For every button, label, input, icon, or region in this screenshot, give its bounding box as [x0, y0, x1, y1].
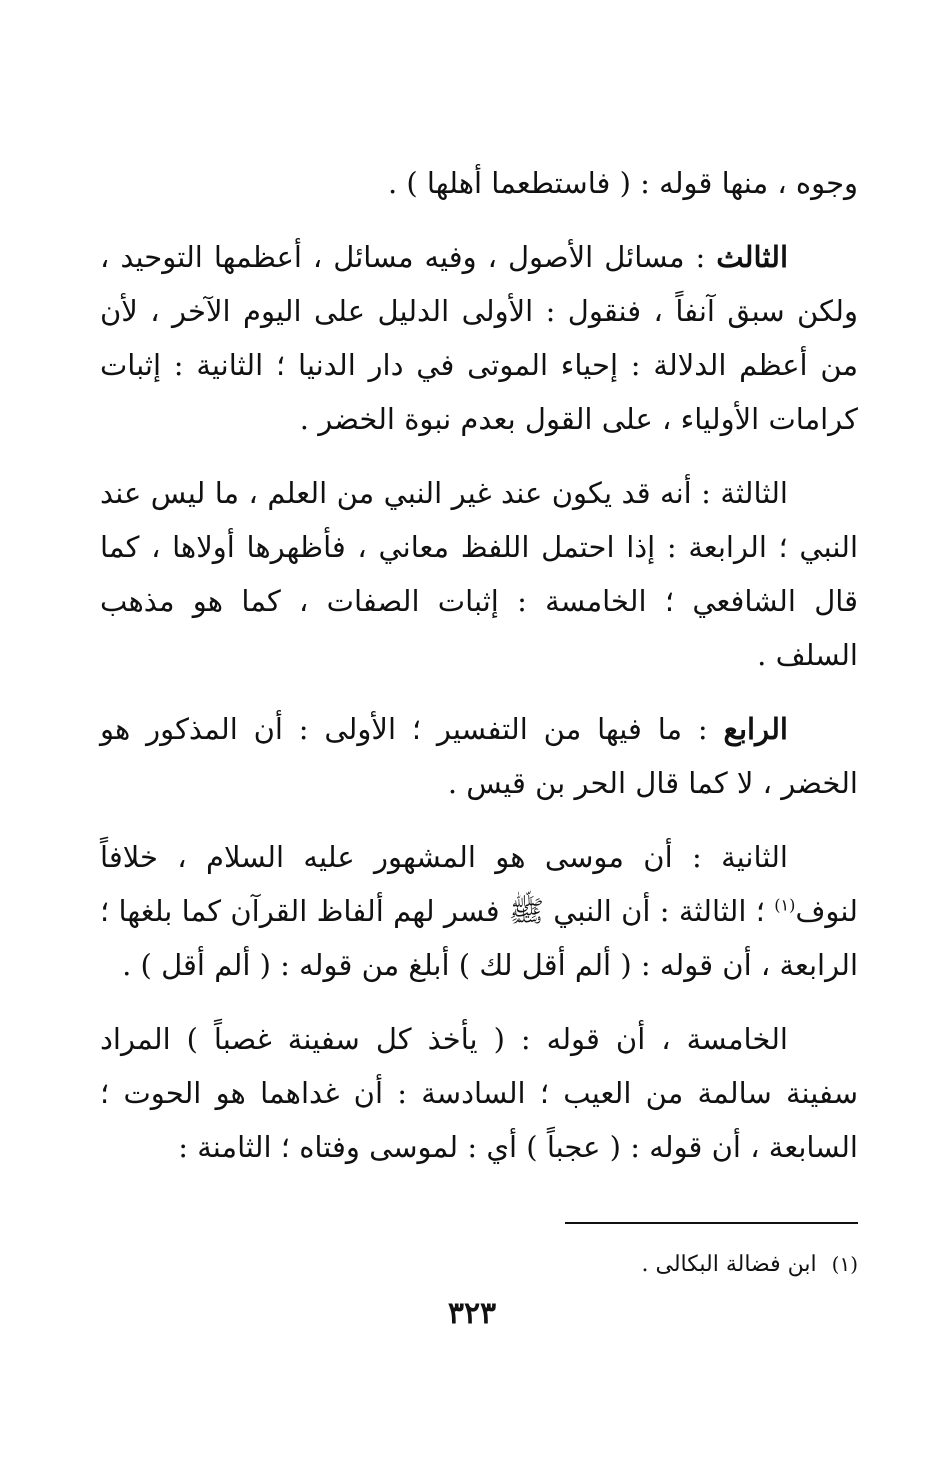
paragraph-2	[100, 230, 858, 446]
paragraph-4-text: : ما فيها من التفسير ؛ الأولى : أن المذكور هو الخضر ، لا كما قال الحر بن قيس .	[100, 712, 858, 800]
paragraph-5-text-after: ؛ الثالثة : أن النبي ﷺ فسر لهم ألفاظ القرآن كما بلغها ؛ الرابعة ، أن قوله : ( ألم أقل لك ) أبلغ من قوله : ( ألم أقل ) .	[100, 894, 858, 982]
paragraph-4	[100, 702, 858, 810]
paragraph-2-text: : مسائل الأصول ، وفيه مسائل ، أعظمها التوحيد ، ولكن سبق آنفاً ، فنقول : الأولى الدليل على اليوم الآخر ، لأن من أعظم الدلالة : إحياء الموتى في دار الدنيا ؛ الثانية : إثبات كرامات الأولياء ، على القول بعدم نبوة الخضر .	[100, 240, 858, 436]
paragraph-6	[100, 1012, 858, 1174]
paragraph-6-text: الخامسة ، أن قوله : ( يأخذ كل سفينة غصباً ) المراد سفينة سالمة من العيب ؛ السادسة : أن غداهما هو الحوت ؛ السابعة ، أن قوله : ( عجباً ) أي : لموسى وفتاه ؛ الثامنة :	[100, 1022, 858, 1164]
paragraph-3-text: الثالثة : أنه قد يكون عند غير النبي من العلم ، ما ليس عند النبي ؛ الرابعة : إذا احتمل اللفظ معاني ، فأظهرها أولاها ، كما قال الشافعي ؛ الخامسة : إثبات الصفات ، كما هو مذهب السلف .	[100, 476, 858, 672]
paragraph-5-text-before: الثانية : أن موسى هو المشهور عليه السلام ، خلافاً لنوف	[100, 840, 858, 928]
footnote-marker: (١)	[831, 1252, 858, 1276]
body-text	[100, 156, 858, 1194]
paragraph-1	[100, 156, 858, 210]
paragraph-3	[100, 466, 858, 682]
footnote-reference: (١)	[774, 895, 796, 915]
paragraph-5	[100, 830, 858, 992]
section-heading-third: الثالث	[716, 240, 788, 274]
footnote-separator	[565, 1222, 858, 1224]
footnote	[300, 1246, 858, 1283]
footnote-text: ابن فضالة البكالى .	[641, 1252, 817, 1277]
page-number: ٣٢٣	[447, 1296, 497, 1331]
paragraph-1-text: وجوه ، منها قوله : ( فاستطعما أهلها ) .	[387, 166, 858, 200]
section-heading-fourth: الرابع	[723, 712, 788, 746]
